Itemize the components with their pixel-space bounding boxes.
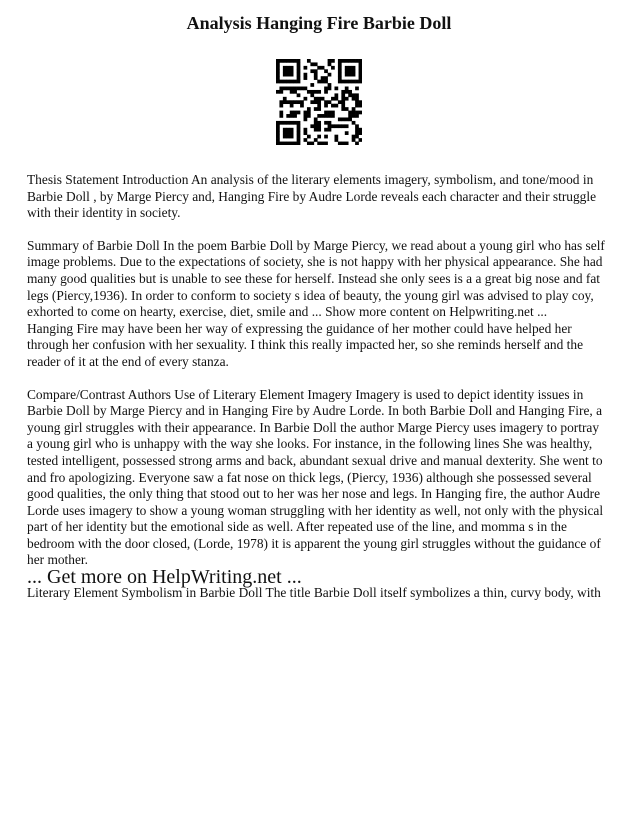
qr-module [352, 114, 356, 118]
qr-module [276, 142, 280, 145]
qr-module [328, 73, 332, 77]
qr-module [348, 69, 352, 73]
document-body [27, 172, 607, 618]
qr-module [310, 69, 314, 73]
qr-module [297, 93, 301, 97]
qr-module [355, 97, 359, 101]
qr-module [293, 114, 297, 118]
qr-module [304, 128, 308, 132]
qr-module [324, 69, 328, 73]
qr-module [345, 87, 349, 91]
qr-module [321, 97, 325, 101]
qr-module [286, 128, 290, 132]
qr-module [334, 124, 338, 128]
qr-module [338, 124, 342, 128]
qr-module [317, 135, 321, 139]
qr-module [328, 111, 332, 115]
qr-module [283, 66, 287, 70]
qr-module [310, 62, 314, 66]
qr-module [355, 104, 359, 108]
qr-module [276, 131, 280, 135]
qr-module [328, 114, 332, 118]
qr-module [304, 138, 308, 142]
qr-module [345, 117, 349, 121]
qr-module [314, 138, 318, 142]
qr-module [345, 131, 349, 135]
qr-module [359, 111, 362, 115]
qr-module [331, 114, 335, 118]
qr-module [352, 69, 356, 73]
qr-module [338, 117, 342, 121]
qr-module [297, 69, 301, 73]
qr-module [338, 62, 342, 66]
qr-module [317, 104, 321, 108]
qr-module [297, 111, 301, 115]
qr-module [290, 87, 294, 91]
qr-module [276, 69, 280, 73]
qr-module [359, 104, 362, 108]
qr-module [276, 138, 280, 142]
qr-module [276, 124, 280, 128]
qr-module [341, 59, 345, 63]
qr-module [321, 114, 325, 118]
qr-module [279, 142, 283, 145]
qr-module [345, 124, 349, 128]
qr-module [324, 80, 328, 84]
qr-module [355, 114, 359, 118]
qr-module [290, 100, 294, 104]
qr-module [314, 117, 318, 121]
qr-module [304, 66, 308, 70]
qr-module [307, 135, 311, 139]
qr-module [276, 80, 280, 84]
qr-module [352, 97, 356, 101]
qr-module [338, 100, 342, 104]
qr-module [286, 131, 290, 135]
qr-module [338, 142, 342, 145]
qr-module [338, 69, 342, 73]
qr-module [317, 66, 321, 70]
qr-module [341, 93, 345, 97]
qr-module [297, 87, 301, 91]
qr-module [348, 114, 352, 118]
qr-module [321, 76, 325, 80]
qr-module [328, 62, 332, 66]
qr-module [314, 90, 318, 94]
qr-module [331, 66, 335, 70]
qr-module [355, 59, 359, 63]
qr-module [324, 121, 328, 125]
qr-module [304, 76, 308, 80]
qr-module [283, 97, 287, 101]
qr-module [324, 104, 328, 108]
qr-module [324, 142, 328, 145]
qr-module [293, 121, 297, 125]
qr-module [290, 142, 294, 145]
qr-module [328, 87, 332, 91]
qr-module [345, 59, 349, 63]
qr-module [310, 83, 314, 87]
qr-module [297, 66, 301, 70]
qr-module [283, 59, 287, 63]
qr-module [276, 76, 280, 80]
qr-module [290, 59, 294, 63]
qr-module [283, 128, 287, 132]
qr-module [307, 114, 311, 118]
qr-module [293, 142, 297, 145]
qr-module [276, 135, 280, 139]
qr-module [341, 104, 345, 108]
qr-code-image [276, 59, 362, 145]
qr-module [276, 59, 280, 63]
qr-module [321, 80, 325, 84]
qr-module [317, 114, 321, 118]
qr-module [324, 114, 328, 118]
qr-module [307, 59, 311, 63]
qr-module [348, 80, 352, 84]
qr-module [355, 128, 359, 132]
qr-module [359, 128, 362, 132]
qr-module [321, 66, 325, 70]
qr-module [276, 128, 280, 132]
qr-module [345, 69, 349, 73]
qr-module [352, 107, 356, 111]
qr-module [355, 142, 359, 145]
qr-module [348, 117, 352, 121]
qr-module [324, 90, 328, 94]
qr-module [355, 93, 359, 97]
qr-module [279, 114, 283, 118]
qr-module [338, 66, 342, 70]
qr-module [283, 131, 287, 135]
document-title: Analysis Hanging Fire Barbie Doll [186, 13, 452, 33]
qr-module [297, 80, 301, 84]
qr-module [348, 59, 352, 63]
qr-module [283, 87, 287, 91]
qr-module [341, 100, 345, 104]
qr-code [276, 59, 362, 145]
qr-module [341, 90, 345, 94]
qr-module [359, 62, 362, 66]
qr-module [310, 90, 314, 94]
qr-module [279, 87, 283, 91]
paragraph-symbolism: Literary Element Symbolism in Barbie Doll The title Barbie Doll itself symbolizes a thin, curvy body, with [27, 585, 601, 601]
qr-module [348, 73, 352, 77]
qr-module [300, 100, 304, 104]
qr-module [345, 73, 349, 77]
qr-module [334, 104, 338, 108]
qr-module [359, 76, 362, 80]
qr-module [310, 93, 314, 97]
qr-module [297, 121, 301, 125]
qr-module [276, 121, 280, 125]
qr-module [341, 97, 345, 101]
qr-module [345, 97, 349, 101]
qr-module [341, 107, 345, 111]
qr-module [279, 111, 283, 115]
qr-module [348, 90, 352, 94]
qr-module [355, 111, 359, 115]
qr-module [297, 62, 301, 66]
qr-module [334, 93, 338, 97]
qr-module [314, 100, 318, 104]
qr-module [317, 80, 321, 84]
qr-module [355, 100, 359, 104]
qr-module [328, 100, 332, 104]
paragraph-imagery: Compare/Contrast Authors Use of Literary Element Imagery Imagery is used to depict identity issues in Barbie Doll by Marge Piercy and in Hanging Fire by Audre Lorde. In both Barbie Doll and Hanging Fire, a young girl struggles with their appearance. In Barbie Doll the author Marge Piercy uses imagery to portray a young girl who is unhappy with the way she looks. For instance, in the following lines She was healthy, tested intelligent, possessed strong arms and back, abundant sexual drive and manual dexterity. She went to and fro apologizing. Everyone saw a fat nose on thick legs, (Piercy, 1936) although she possessed several good qualities, the only thing that stood out to her was her nose and legs. In Hanging fire, the author Audre Lorde uses imagery to show a young woman struggling with her identity as well, not only with the physical part of her identity but the emotional side as well. After repeated use of the line, and momma s in the bedroom with the door closed, (Lorde, 1978) it is apparent the young girl struggles without the guidance of her mother. [27, 386, 604, 568]
qr-module [317, 124, 321, 128]
qr-module [345, 80, 349, 84]
qr-module [334, 87, 338, 91]
qr-module [324, 76, 328, 80]
qr-module [352, 59, 356, 63]
qr-module [331, 111, 335, 115]
qr-module [276, 73, 280, 77]
qr-module [352, 93, 356, 97]
qr-module [331, 104, 335, 108]
qr-module [293, 59, 297, 63]
qr-module [297, 73, 301, 77]
qr-module [328, 124, 332, 128]
qr-module [297, 138, 301, 142]
qr-module [300, 87, 304, 91]
qr-module [283, 69, 287, 73]
qr-module [359, 59, 362, 63]
qr-module [290, 66, 294, 70]
qr-module [345, 66, 349, 70]
qr-module [348, 66, 352, 70]
qr-module [286, 73, 290, 77]
qr-module [328, 121, 332, 125]
qr-module [324, 87, 328, 91]
qr-module [338, 76, 342, 80]
qr-module [334, 135, 338, 139]
qr-module [283, 73, 287, 77]
qr-module [355, 80, 359, 84]
qr-module [352, 121, 356, 125]
qr-module [314, 107, 318, 111]
qr-module [276, 90, 280, 94]
qr-module [324, 111, 328, 115]
qr-module [290, 114, 294, 118]
qr-module [297, 76, 301, 80]
qr-module [352, 73, 356, 77]
qr-module [314, 124, 318, 128]
qr-module [324, 128, 328, 132]
qr-module [293, 111, 297, 115]
qr-module [286, 66, 290, 70]
qr-module [328, 59, 332, 63]
qr-module [328, 83, 332, 87]
qr-module [317, 121, 321, 125]
qr-module [314, 69, 318, 73]
qr-module [359, 100, 362, 104]
qr-module [338, 73, 342, 77]
qr-module [314, 73, 318, 77]
qr-module [304, 131, 308, 135]
qr-module [290, 104, 294, 108]
qr-module [279, 104, 283, 108]
qr-module [286, 142, 290, 145]
qr-module [304, 117, 308, 121]
qr-module [341, 124, 345, 128]
qr-module [359, 66, 362, 70]
qr-module [331, 97, 335, 101]
qr-module [293, 80, 297, 84]
paragraph-hanging-fire: Hanging Fire may have been her way of expressing the guidance of her mother could have helped her through her confusion with her sexuality. I think this really impacted her, so she reminds herself and the reader of it at the end of every stanza. [27, 320, 584, 369]
qr-module [304, 97, 308, 101]
qr-module [286, 121, 290, 125]
qr-module [331, 124, 335, 128]
qr-module [321, 142, 325, 145]
qr-module [293, 90, 297, 94]
qr-module [304, 87, 308, 91]
qr-module [324, 100, 328, 104]
qr-module [359, 131, 362, 135]
qr-module [317, 97, 321, 101]
qr-module [345, 107, 349, 111]
qr-module [283, 121, 287, 125]
qr-module [359, 80, 362, 84]
qr-module [359, 69, 362, 73]
qr-module [297, 142, 301, 145]
qr-module [307, 90, 311, 94]
qr-module [345, 90, 349, 94]
qr-module [290, 73, 294, 77]
qr-module [314, 62, 318, 66]
qr-module [286, 135, 290, 139]
qr-module [297, 131, 301, 135]
qr-module [341, 80, 345, 84]
qr-module [283, 135, 287, 139]
qr-module [310, 142, 314, 145]
qr-module [317, 100, 321, 104]
qr-module [334, 138, 338, 142]
qr-module [310, 100, 314, 104]
qr-module [276, 62, 280, 66]
qr-module [297, 135, 301, 139]
qr-module [341, 117, 345, 121]
qr-module [359, 138, 362, 142]
qr-module [314, 97, 318, 101]
qr-module [307, 142, 311, 145]
qr-module [352, 138, 356, 142]
qr-module [293, 87, 297, 91]
qr-module [328, 128, 332, 132]
qr-module [286, 59, 290, 63]
qr-module [290, 69, 294, 73]
qr-module [355, 124, 359, 128]
qr-module [352, 135, 356, 139]
qr-module [300, 104, 304, 108]
qr-module [334, 97, 338, 101]
qr-module [341, 142, 345, 145]
qr-module [314, 121, 318, 125]
qr-module [359, 73, 362, 77]
qr-module [286, 69, 290, 73]
qr-module [317, 142, 321, 145]
qr-module [317, 107, 321, 111]
qr-module [279, 121, 283, 125]
qr-module [352, 66, 356, 70]
qr-module [279, 59, 283, 63]
qr-module [283, 100, 287, 104]
qr-module [331, 59, 335, 63]
qr-module [355, 87, 359, 91]
qr-module [304, 73, 308, 77]
qr-module [283, 80, 287, 84]
qr-module [283, 142, 287, 145]
qr-module [304, 114, 308, 118]
qr-module [324, 135, 328, 139]
qr-module [338, 80, 342, 84]
qr-module [279, 100, 283, 104]
qr-module [307, 111, 311, 115]
qr-module [279, 90, 283, 94]
qr-module [310, 124, 314, 128]
qr-module [304, 111, 308, 115]
qr-module [290, 111, 294, 115]
qr-module [338, 59, 342, 63]
paragraph-summary: Summary of Barbie Doll In the poem Barbie Doll by Marge Piercy, we read about a young girl who has self image problems. Due to the expectations of society, she is not happy with her physical appearance. She had many good qualities but is unable to see these for herself. Instead she only sees is a a great big nose and fat legs (Piercy,1936). In order to conform to society s idea of beauty, the young girl was advised to play coy, exhorted to come on hearty, exercise, diet, smile and ... Show more content on Helpwriting.net ... [27, 237, 605, 320]
qr-module [286, 80, 290, 84]
qr-module [355, 135, 359, 139]
qr-module [317, 90, 321, 94]
qr-module [290, 135, 294, 139]
qr-module [279, 80, 283, 84]
qr-module [317, 128, 321, 132]
qr-module [314, 128, 318, 132]
get-more-link[interactable]: ... Get more on HelpWriting.net ... [27, 566, 302, 588]
paragraph-thesis: Thesis Statement Introduction An analysis of the literary elements imagery, symbolism, and tone/mood in Barbie Doll , by Marge Piercy and, Hanging Fire by Audre Lorde reveals each character and their struggle with their identity in society. [27, 172, 597, 221]
qr-module [297, 124, 301, 128]
qr-module [286, 114, 290, 118]
qr-module [307, 107, 311, 111]
qr-module [297, 128, 301, 132]
qr-module [348, 111, 352, 115]
qr-module [297, 100, 301, 104]
qr-module [293, 100, 297, 104]
qr-module [290, 131, 294, 135]
qr-module [314, 76, 318, 80]
qr-module [290, 121, 294, 125]
qr-module [355, 131, 359, 135]
qr-module [345, 142, 349, 145]
qr-module [290, 90, 294, 94]
qr-module [286, 87, 290, 91]
qr-module [348, 93, 352, 97]
qr-module [276, 66, 280, 70]
qr-module [297, 59, 301, 63]
qr-module [286, 100, 290, 104]
qr-module [290, 128, 294, 132]
qr-module [352, 111, 356, 115]
qr-module [352, 80, 356, 84]
qr-module [290, 80, 294, 84]
